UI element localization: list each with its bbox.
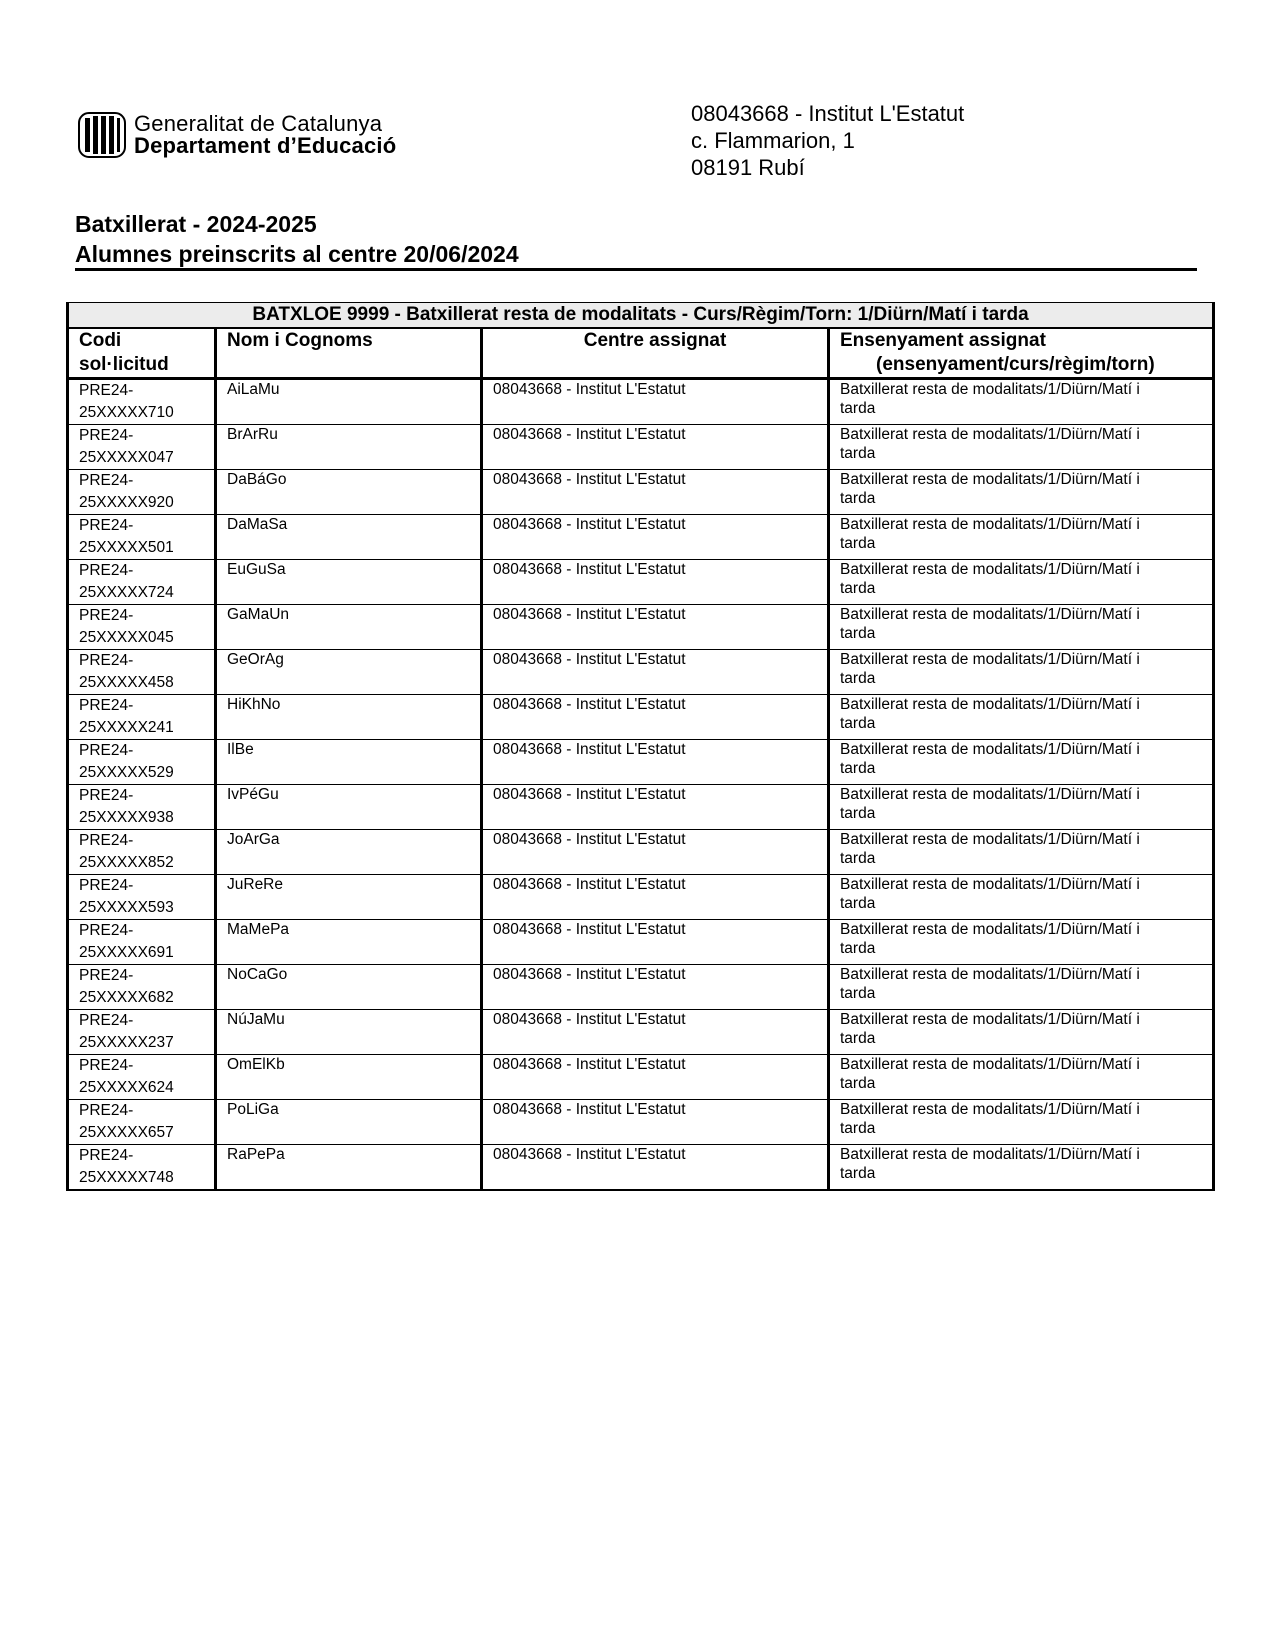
table-row [68,425,1214,470]
column-header-centre: Centre assignat [482,328,829,379]
table-row [68,605,1214,650]
group-header: BATXLOE 9999 - Batxillerat resta de modalitats - Curs/Règim/Torn: 1/Diürn/Matí i tarda [68,303,1214,329]
cell-name: OmElKb [216,1055,482,1100]
cell-centre: 08043668 - Institut L'Estatut [482,740,829,785]
table-row [68,785,1214,830]
cell-name: PoLiGa [216,1100,482,1145]
title-course-year: Batxillerat - 2024-2025 [75,211,317,237]
cell-centre: 08043668 - Institut L'Estatut [482,515,829,560]
cell-ensenyament: Batxillerat resta de modalitats/1/Diürn/Matí i tarda [829,425,1214,470]
title-divider [75,268,1197,271]
cell-code: PRE24- 25XXXXX852 [68,830,216,875]
table-row [68,830,1214,875]
centre-address [691,100,964,181]
table-row [68,1055,1214,1100]
logo-line-department: Departament d’Educació [134,133,397,158]
cell-code: PRE24- 25XXXXX045 [68,605,216,650]
preinscription-table [66,302,1215,1191]
cell-name: IlBe [216,740,482,785]
table-row [68,965,1214,1010]
cell-name: GaMaUn [216,605,482,650]
cell-name: JuReRe [216,875,482,920]
cell-centre: 08043668 - Institut L'Estatut [482,830,829,875]
cell-ensenyament: Batxillerat resta de modalitats/1/Diürn/Matí i tarda [829,650,1214,695]
cell-ensenyament: Batxillerat resta de modalitats/1/Diürn/Matí i tarda [829,920,1214,965]
cell-ensenyament: Batxillerat resta de modalitats/1/Diürn/Matí i tarda [829,379,1214,425]
table-row [68,515,1214,560]
cell-name: BrArRu [216,425,482,470]
cell-ensenyament: Batxillerat resta de modalitats/1/Diürn/Matí i tarda [829,560,1214,605]
cell-code: PRE24- 25XXXXX237 [68,1010,216,1055]
cell-code: PRE24- 25XXXXX458 [68,650,216,695]
cell-code: PRE24- 25XXXXX938 [68,785,216,830]
cell-code: PRE24- 25XXXXX047 [68,425,216,470]
table-row [68,920,1214,965]
table-row [68,1100,1214,1145]
cell-name: AiLaMu [216,379,482,425]
cell-centre: 08043668 - Institut L'Estatut [482,650,829,695]
cell-centre: 08043668 - Institut L'Estatut [482,875,829,920]
cell-centre: 08043668 - Institut L'Estatut [482,920,829,965]
cell-code: PRE24- 25XXXXX724 [68,560,216,605]
cell-name: HiKhNo [216,695,482,740]
cell-centre: 08043668 - Institut L'Estatut [482,785,829,830]
cell-centre: 08043668 - Institut L'Estatut [482,695,829,740]
cell-name: JoArGa [216,830,482,875]
address-city: 08191 Rubí [691,155,805,180]
cell-ensenyament: Batxillerat resta de modalitats/1/Diürn/Matí i tarda [829,1055,1214,1100]
table-row [68,650,1214,695]
cell-ensenyament: Batxillerat resta de modalitats/1/Diürn/Matí i tarda [829,965,1214,1010]
cell-code: PRE24- 25XXXXX624 [68,1055,216,1100]
cell-ensenyament: Batxillerat resta de modalitats/1/Diürn/Matí i tarda [829,1100,1214,1145]
generalitat-emblem-icon [78,112,126,158]
cell-centre: 08043668 - Institut L'Estatut [482,1010,829,1055]
cell-centre: 08043668 - Institut L'Estatut [482,425,829,470]
table-row [68,1145,1214,1191]
cell-centre: 08043668 - Institut L'Estatut [482,470,829,515]
cell-ensenyament: Batxillerat resta de modalitats/1/Diürn/Matí i tarda [829,515,1214,560]
table-row [68,470,1214,515]
cell-code: PRE24- 25XXXXX657 [68,1100,216,1145]
cell-ensenyament: Batxillerat resta de modalitats/1/Diürn/Matí i tarda [829,830,1214,875]
cell-name: GeOrAg [216,650,482,695]
logo-line-generalitat: Generalitat de Catalunya [134,111,383,136]
title-list-date: Alumnes preinscrits al centre 20/06/2024 [75,241,519,267]
cell-code: PRE24- 25XXXXX501 [68,515,216,560]
table-group-header-row [68,303,1214,329]
generalitat-logo [78,112,396,158]
cell-ensenyament: Batxillerat resta de modalitats/1/Diürn/Matí i tarda [829,1010,1214,1055]
cell-code: PRE24- 25XXXXX593 [68,875,216,920]
table-row [68,740,1214,785]
document-title [75,209,519,269]
cell-ensenyament: Batxillerat resta de modalitats/1/Diürn/Matí i tarda [829,605,1214,650]
column-header-ensenyament: Ensenyament assignat (ensenyament/curs/règim/torn) [829,328,1214,379]
cell-name: EuGuSa [216,560,482,605]
column-header-name: Nom i Cognoms [216,328,482,379]
cell-ensenyament: Batxillerat resta de modalitats/1/Diürn/Matí i tarda [829,1145,1214,1191]
table-column-header-row [68,328,1214,379]
cell-name: DaBáGo [216,470,482,515]
cell-name: NoCaGo [216,965,482,1010]
column-header-code: Codi sol·licitud [68,328,216,379]
cell-code: PRE24- 25XXXXX682 [68,965,216,1010]
table-row [68,875,1214,920]
cell-name: MaMePa [216,920,482,965]
table-row [68,560,1214,605]
cell-code: PRE24- 25XXXXX710 [68,379,216,425]
table-row [68,1010,1214,1055]
cell-ensenyament: Batxillerat resta de modalitats/1/Diürn/Matí i tarda [829,785,1214,830]
cell-code: PRE24- 25XXXXX920 [68,470,216,515]
cell-name: DaMaSa [216,515,482,560]
cell-centre: 08043668 - Institut L'Estatut [482,1145,829,1191]
cell-centre: 08043668 - Institut L'Estatut [482,560,829,605]
cell-code: PRE24- 25XXXXX241 [68,695,216,740]
cell-ensenyament: Batxillerat resta de modalitats/1/Diürn/Matí i tarda [829,695,1214,740]
cell-centre: 08043668 - Institut L'Estatut [482,1100,829,1145]
table-row [68,695,1214,740]
cell-centre: 08043668 - Institut L'Estatut [482,1055,829,1100]
cell-name: NúJaMu [216,1010,482,1055]
cell-centre: 08043668 - Institut L'Estatut [482,965,829,1010]
cell-centre: 08043668 - Institut L'Estatut [482,605,829,650]
cell-code: PRE24- 25XXXXX748 [68,1145,216,1191]
cell-centre: 08043668 - Institut L'Estatut [482,379,829,425]
cell-ensenyament: Batxillerat resta de modalitats/1/Diürn/Matí i tarda [829,470,1214,515]
cell-code: PRE24- 25XXXXX529 [68,740,216,785]
cell-code: PRE24- 25XXXXX691 [68,920,216,965]
cell-name: RaPePa [216,1145,482,1191]
address-centre-name: 08043668 - Institut L'Estatut [691,101,965,126]
cell-ensenyament: Batxillerat resta de modalitats/1/Diürn/Matí i tarda [829,740,1214,785]
cell-ensenyament: Batxillerat resta de modalitats/1/Diürn/Matí i tarda [829,875,1214,920]
table-row [68,379,1214,425]
address-street: c. Flammarion, 1 [691,128,855,153]
cell-name: IvPéGu [216,785,482,830]
